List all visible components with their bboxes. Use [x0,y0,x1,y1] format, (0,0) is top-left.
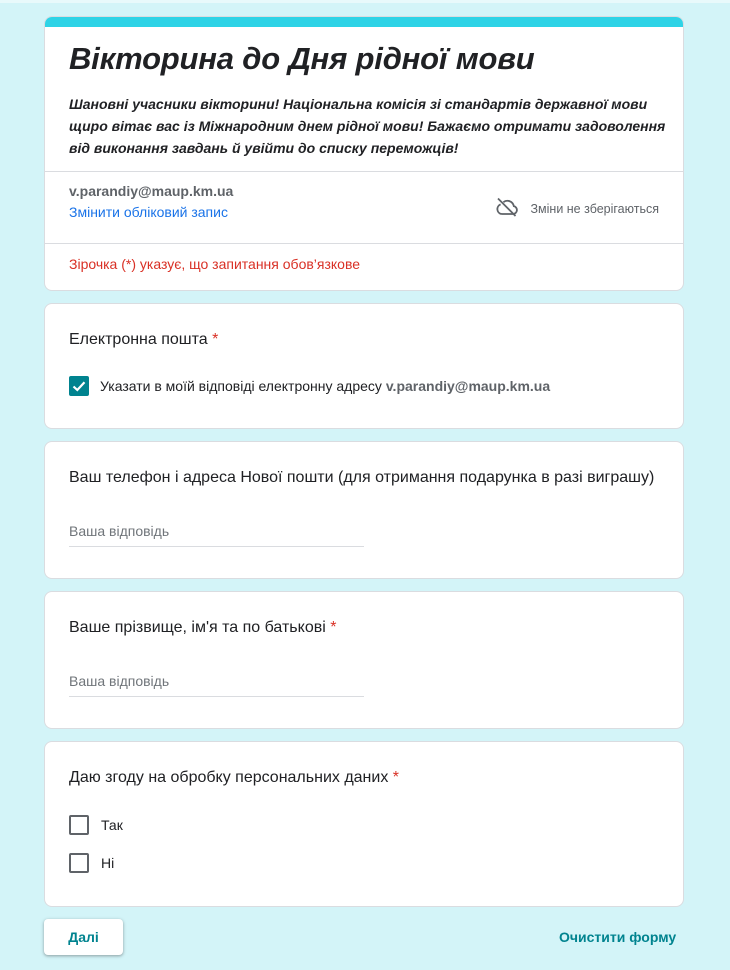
answer-underline [69,546,364,547]
question-title-text: Ваш телефон і адреса Нової пошти (для отримання подарунка в разі виграшу) [69,469,655,486]
form-accent-bar [45,17,683,27]
question-title-text: Ваше прізвище, ім'я та по батькові [69,619,326,636]
consent-yes-checkbox[interactable] [69,815,89,835]
question-title [69,619,336,637]
save-status [495,196,660,221]
form-title: Вікторина до Дня рідної мови [69,41,535,76]
required-star: * [212,331,219,348]
top-strip [0,0,730,3]
checkbox-label-text: Указати в моїй відповіді електронну адресу [100,378,382,394]
question-title-text: Електронна пошта [69,331,208,348]
question-title-text: Даю згоду на обробку персональних даних [69,769,389,786]
header-divider [45,171,683,172]
question-card-email [44,303,684,429]
switch-account-link[interactable]: Змінити обліковий запис [69,204,228,220]
answer-underline [69,696,364,697]
question-card-consent [44,741,684,907]
required-note: Зірочка (*) указує, що запитання обов’язкове [69,256,361,272]
checkbox-email: v.parandiy@maup.km.ua [385,378,551,394]
email-checkbox-label [100,378,550,394]
question-title [69,331,218,349]
phone-answer-input[interactable]: Ваша відповідь [69,523,170,539]
header-divider-2 [45,243,683,244]
required-star: * [330,619,337,636]
account-email: v.parandiy@maup.km.ua [69,183,234,199]
option-label: Ні [101,855,115,871]
question-title [69,469,654,487]
email-checkbox[interactable] [69,376,89,396]
option-label: Так [101,817,123,833]
consent-option-no[interactable] [69,853,114,873]
consent-no-checkbox[interactable] [69,853,89,873]
name-answer-input[interactable]: Ваша відповідь [69,673,170,689]
clear-form-button[interactable]: Очистити форму [559,929,677,945]
email-checkbox-row[interactable] [69,376,550,396]
question-card-phone [44,441,684,579]
next-button[interactable]: Далі [44,919,123,955]
required-star: * [392,769,400,786]
cloud-off-icon [495,196,519,221]
question-card-name [44,591,684,729]
form-header-card [44,16,684,291]
save-status-text: Зміни не зберігаються [530,201,659,216]
form-description: Шановні учасники вікторини! Національна комісія зі стандартів державної мови щиро вітає вас із Міжнародним днем рідної мови! Бажаємо отримати задоволення від виконання завдань й увійти до списку переможців! [69,96,666,156]
question-title [69,769,399,787]
consent-option-yes[interactable] [69,815,123,835]
